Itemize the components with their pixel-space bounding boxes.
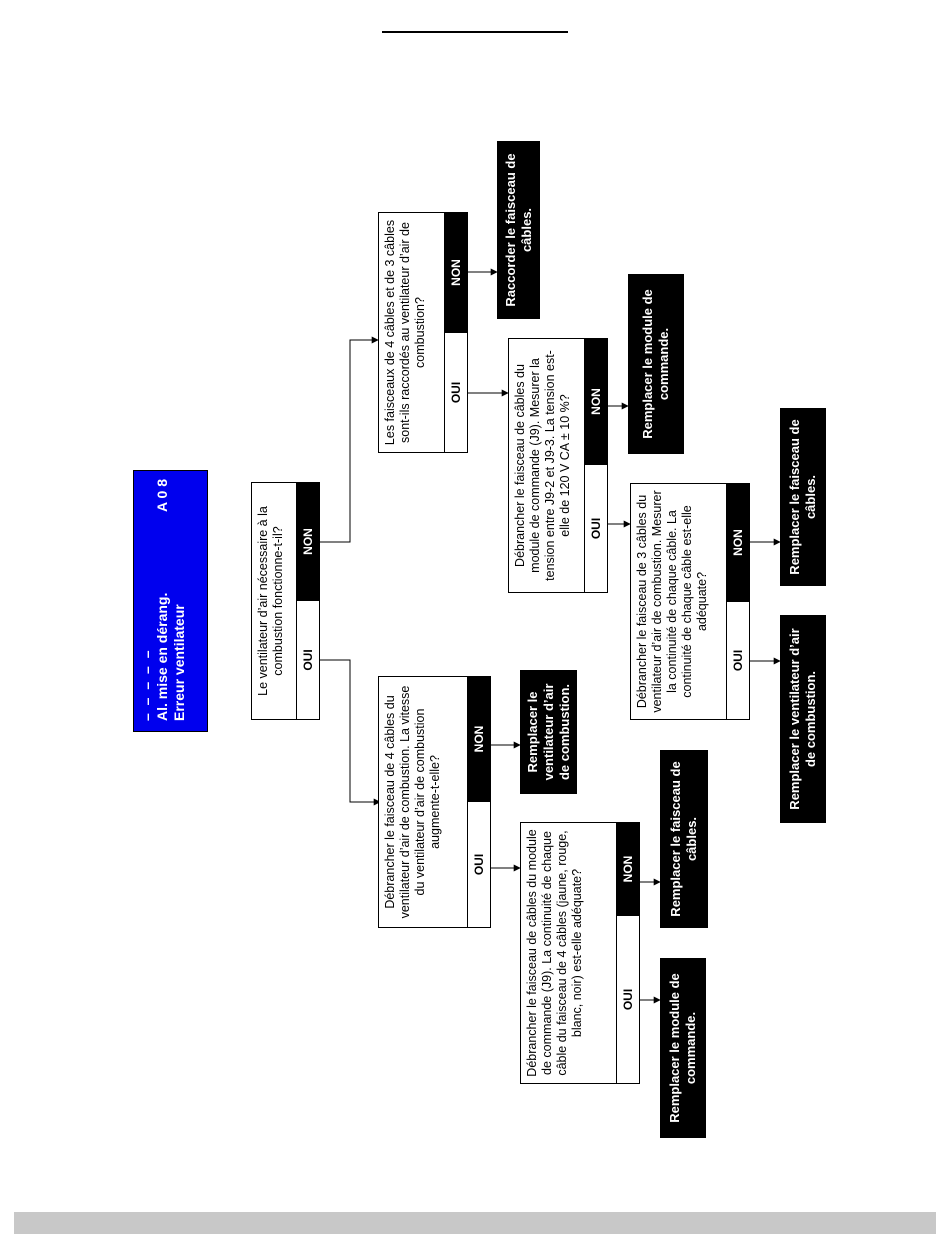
question-text: Les faisceaux de 4 câbles et de 3 câbles sont-ils raccordés au ventilateur d’air de combustion?	[383, 219, 427, 446]
answer-bar	[584, 339, 607, 592]
action-replace-fan-1: Remplacer le ventilateur d’air de combustion.	[520, 670, 577, 794]
question-fan-running	[251, 482, 320, 720]
answer-non: NON	[585, 339, 607, 464]
question-text: Débrancher le faisceau de câbles du module de commande (J9). Mesurer la tension entre J9-2 et J9-3. La tension est-elle de 120 V CA ± 10 %?	[513, 350, 572, 581]
question-text: Débrancher le faisceau de 3 câbles du ventilateur d’air de combustion. Mesurer la continuité de chaque câble. La continuité de chaque câble est-elle adéquate?	[635, 490, 709, 713]
connector-q1-oui	[320, 660, 380, 802]
answer-bar	[616, 823, 639, 1083]
action-replace-harness-2: Remplacer le faisceau de câbles.	[780, 408, 826, 586]
action-replace-harness-1: Remplacer le faisceau de câbles.	[660, 750, 708, 928]
question-text: Débrancher le faisceau de 4 câbles du ventilateur d’air de combustion. La vitesse du ventilateur d’air de combustion augmente-t-elle?	[383, 685, 442, 919]
answer-oui: OUI	[468, 801, 490, 927]
answer-oui: OUI	[297, 600, 319, 719]
action-connect-harness: Raccorder le faisceau de câbles.	[497, 141, 540, 319]
question-voltage	[508, 338, 608, 593]
question-4-wire-continuity	[520, 822, 640, 1084]
answer-bar	[467, 677, 490, 927]
question-3-wire-continuity	[630, 483, 750, 720]
answer-oui: OUI	[445, 332, 467, 452]
title-error: Erreur ventilateur	[171, 604, 187, 721]
answer-oui: OUI	[727, 601, 749, 719]
question-harness-connected	[378, 212, 468, 453]
answer-bar	[444, 213, 467, 452]
answer-non: NON	[617, 823, 639, 915]
question-text: Débrancher le faisceau de câbles du module de commande (J9). La continuité de chaque câble du faisceau de 4 câbles (jaune, rouge, blanc, noir) est-elle adéquate?	[525, 829, 584, 1077]
answer-non: NON	[297, 483, 319, 600]
answer-non: NON	[727, 484, 749, 601]
question-text: Le ventilateur d’air nécessaire à la combustion fonctionne-t-il?	[256, 506, 285, 696]
title-code: A 0 8	[154, 479, 170, 512]
title-alarm: Al. mise en dérang.	[154, 592, 170, 721]
title-box	[133, 470, 208, 732]
answer-oui: OUI	[617, 915, 639, 1083]
answer-bar	[296, 483, 319, 719]
answer-oui: OUI	[585, 464, 607, 592]
action-replace-module-2: Remplacer le module de commande.	[628, 274, 684, 454]
answer-bar	[726, 484, 749, 719]
action-replace-fan-2: Remplacer le ventilateur d’air de combustion.	[780, 615, 826, 823]
title-dashes: – – – – –	[139, 648, 155, 721]
connector-q1-non	[320, 340, 378, 542]
answer-non: NON	[468, 677, 490, 801]
action-replace-module-1: Remplacer le module de commande.	[660, 958, 706, 1138]
answer-non: NON	[445, 213, 467, 332]
footer-bar	[14, 1212, 936, 1234]
question-fan-speed	[378, 676, 491, 928]
